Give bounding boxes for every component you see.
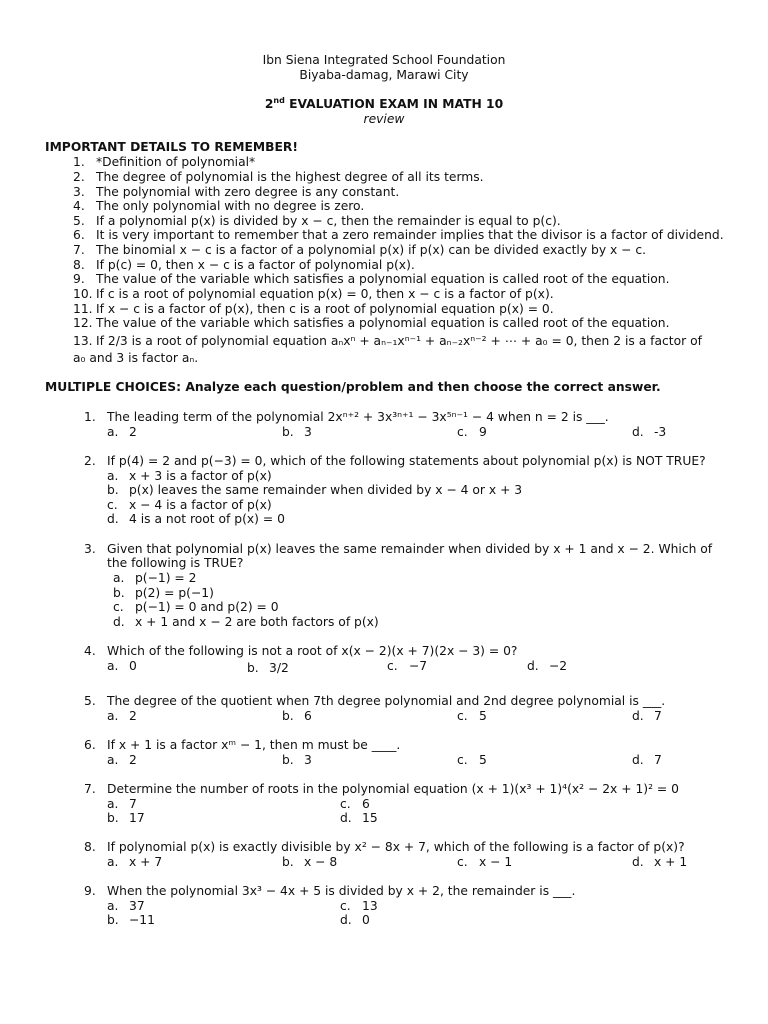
question-text-continued: the following is TRUE?	[107, 556, 244, 570]
choice-a[interactable]: a. 2	[107, 709, 137, 723]
choice-b[interactable]: b. 3	[282, 425, 312, 439]
question-text: The degree of the quotient when 7th degree polynomial and 2nd degree polynomial is ___.	[107, 694, 666, 708]
detail-item: 2. The degree of polynomial is the highest degree of all its terms.	[73, 170, 484, 184]
question-5: 5. The degree of the quotient when 7th degree polynomial and 2nd degree polynomial is ___.	[84, 694, 666, 708]
choice-d[interactable]: d. -3	[632, 425, 667, 439]
choice-d[interactable]: d. 7	[632, 709, 662, 723]
detail-item: 5. If a polynomial p(x) is divided by x − c, then the remainder is equal to p(c).	[73, 214, 561, 228]
school-address: Biyaba-damag, Marawi City	[299, 68, 469, 82]
question-9: 9. When the polynomial 3x³ − 4x + 5 is divided by x + 2, the remainder is ___.	[84, 884, 576, 898]
choice-c[interactable]: c. x − 1	[457, 855, 513, 869]
question-text: If polynomial p(x) is exactly divisible by x² − 8x + 7, which of the following is a factor of p(x)?	[107, 840, 685, 854]
detail-text: *Definition of polynomial*	[96, 155, 256, 169]
choice-c[interactable]: c. x − 4 is a factor of p(x)	[107, 498, 272, 512]
choice-b[interactable]: b. p(x) leaves the same remainder when divided by x − 4 or x + 3	[107, 483, 523, 497]
choice-b[interactable]: b. −11	[107, 913, 155, 927]
choice-b[interactable]: b. 17	[107, 811, 145, 825]
choice-a[interactable]: a. 2	[107, 425, 137, 439]
choice-b[interactable]: b. 3/2	[247, 661, 289, 675]
question-text: When the polynomial 3x³ − 4x + 5 is divided by x + 2, the remainder is ___.	[107, 884, 576, 898]
question-text: If p(4) = 2 and p(−3) = 0, which of the following statements about polynomial p(x) is NOT TRUE?	[107, 454, 706, 468]
choice-c[interactable]: c. 6	[340, 797, 370, 811]
question-text: If x + 1 is a factor xᵐ − 1, then m must be ____.	[107, 738, 401, 752]
choice-d[interactable]: d. x + 1 and x − 2 are both factors of p(x)	[113, 615, 379, 629]
detail-text: If p(c) = 0, then x − c is a factor of polynomial p(x).	[96, 258, 415, 272]
detail-item: 7. The binomial x − c is a factor of a polynomial p(x) if p(x) can be divided exactly by x − c.	[73, 243, 647, 257]
choice-c[interactable]: c. p(−1) = 0 and p(2) = 0	[113, 600, 279, 614]
choice-a[interactable]: a. 37	[107, 899, 145, 913]
detail-text: If 2/3 is a root of polynomial equation aₙxⁿ + aₙ₋₁xⁿ⁻¹ + aₙ₋₂xⁿ⁻² + ⋯ + a₀ = 0, then 2 is a factor of a₀ and 3 is factor aₙ.	[73, 334, 702, 365]
detail-item: 6. It is very important to remember that a zero remainder implies that the divisor is a factor of dividend.	[73, 228, 724, 242]
school-name: Ibn Siena Integrated School Foundation	[262, 53, 506, 67]
question-3: 3. Given that polynomial p(x) leaves the same remainder when divided by x + 1 and x − 2. Which of	[84, 542, 713, 556]
detail-item: 8. If p(c) = 0, then x − c is a factor of polynomial p(x).	[73, 258, 415, 272]
choice-a[interactable]: a. 7	[107, 797, 137, 811]
detail-item: 1. *Definition of polynomial*	[73, 155, 256, 169]
choice-a[interactable]: a. x + 7	[107, 855, 163, 869]
choice-c[interactable]: c. −7	[387, 659, 428, 673]
question-4: 4. Which of the following is not a root of x(x − 2)(x + 7)(2x − 3) = 0?	[84, 644, 518, 658]
detail-text: If c is a root of polynomial equation p(x) = 0, then x − c is a factor of p(x).	[96, 287, 554, 301]
detail-text: If a polynomial p(x) is divided by x − c, then the remainder is equal to p(c).	[96, 214, 561, 228]
choice-a[interactable]: a. x + 3 is a factor of p(x)	[107, 469, 272, 483]
choice-d[interactable]: d. −2	[527, 659, 568, 673]
choice-b[interactable]: b. 3	[282, 753, 312, 767]
choice-d[interactable]: d. 15	[340, 811, 378, 825]
exam-title	[0, 97, 768, 112]
detail-item: 9. The value of the variable which satisfies a polynomial equation is called root of the equation.	[73, 272, 670, 286]
choice-d[interactable]: d. x + 1	[632, 855, 688, 869]
mc-heading: MULTIPLE CHOICES: Analyze each question/problem and then choose the correct answer.	[45, 380, 661, 394]
question-6: 6. If x + 1 is a factor xᵐ − 1, then m must be ____.	[84, 738, 401, 752]
choice-a[interactable]: a. 0	[107, 659, 137, 673]
details-heading: IMPORTANT DETAILS TO REMEMBER!	[45, 140, 298, 154]
detail-text: The degree of polynomial is the highest degree of all its terms.	[96, 170, 484, 184]
exam-subtitle: review	[363, 112, 405, 126]
detail-item: 10. If c is a root of polynomial equation p(x) = 0, then x − c is a factor of p(x).	[73, 287, 554, 301]
detail-item: 11. If x − c is a factor of p(x), then c is a root of polynomial equation p(x) = 0.	[73, 302, 554, 316]
question-1: 1. The leading term of the polynomial 2xⁿ⁺² + 3x³ⁿ⁺¹ − 3x⁵ⁿ⁻¹ − 4 when n = 2 is ___.	[84, 410, 609, 424]
detail-item: 12. The value of the variable which satisfies a polynomial equation is called root of the equation.	[73, 316, 670, 330]
question-text: Given that polynomial p(x) leaves the same remainder when divided by x + 1 and x − 2. Which of	[107, 542, 713, 556]
title-ordinal-suffix: nd	[273, 95, 285, 105]
choice-d[interactable]: d. 7	[632, 753, 662, 767]
detail-text: The polynomial with zero degree is any constant.	[96, 185, 400, 199]
detail-text: The binomial x − c is a factor of a polynomial p(x) if p(x) can be divided exactly by x − c.	[96, 243, 647, 257]
question-text: Which of the following is not a root of x(x − 2)(x + 7)(2x − 3) = 0?	[107, 644, 518, 658]
question-2: 2. If p(4) = 2 and p(−3) = 0, which of the following statements about polynomial p(x) is NOT TRUE?	[84, 454, 706, 468]
choice-d[interactable]: d. 4 is a not root of p(x) = 0	[107, 512, 285, 526]
choice-b[interactable]: b. p(2) = p(−1)	[113, 586, 214, 600]
detail-text: It is very important to remember that a zero remainder implies that the divisor is a factor of dividend.	[96, 228, 724, 242]
detail-text: If x − c is a factor of p(x), then c is a root of polynomial equation p(x) = 0.	[96, 302, 554, 316]
question-text: The leading term of the polynomial 2xⁿ⁺² + 3x³ⁿ⁺¹ − 3x⁵ⁿ⁻¹ − 4 when n = 2 is ___.	[107, 410, 609, 424]
title-text: EVALUATION EXAM IN MATH 10	[284, 97, 504, 111]
detail-text: The value of the variable which satisfies a polynomial equation is called root of the equation.	[96, 272, 670, 286]
choice-c[interactable]: c. 5	[457, 753, 487, 767]
question-7: 7. Determine the number of roots in the polynomial equation (x + 1)(x³ + 1)⁴(x² − 2x + 1)² = 0	[84, 782, 679, 796]
choice-a[interactable]: a. 2	[107, 753, 137, 767]
question-8: 8. If polynomial p(x) is exactly divisible by x² − 8x + 7, which of the following is a factor of p(x)?	[84, 840, 685, 854]
choice-c[interactable]: c. 9	[457, 425, 487, 439]
choice-b[interactable]: b. 6	[282, 709, 312, 723]
question-text: Determine the number of roots in the polynomial equation (x + 1)(x³ + 1)⁴(x² − 2x + 1)² = 0	[107, 782, 679, 796]
detail-item: 4. The only polynomial with no degree is zero.	[73, 199, 365, 213]
choice-c[interactable]: c. 5	[457, 709, 487, 723]
detail-text: The value of the variable which satisfies a polynomial equation is called root of the equation.	[96, 316, 670, 330]
choice-b[interactable]: b. x − 8	[282, 855, 338, 869]
choice-c[interactable]: c. 13	[340, 899, 378, 913]
detail-text: The only polynomial with no degree is zero.	[96, 199, 365, 213]
choice-a[interactable]: a. p(−1) = 2	[113, 571, 197, 585]
detail-item: 13. If 2/3 is a root of polynomial equation aₙxⁿ + aₙ₋₁xⁿ⁻¹ + aₙ₋₂xⁿ⁻² + ⋯ + a₀ = 0, then 2 is a factor of a₀ and 3 is factor aₙ.	[73, 334, 702, 365]
detail-item: 3. The polynomial with zero degree is any constant.	[73, 185, 400, 199]
title-ordinal: 2	[264, 97, 274, 111]
choice-d[interactable]: d. 0	[340, 913, 370, 927]
